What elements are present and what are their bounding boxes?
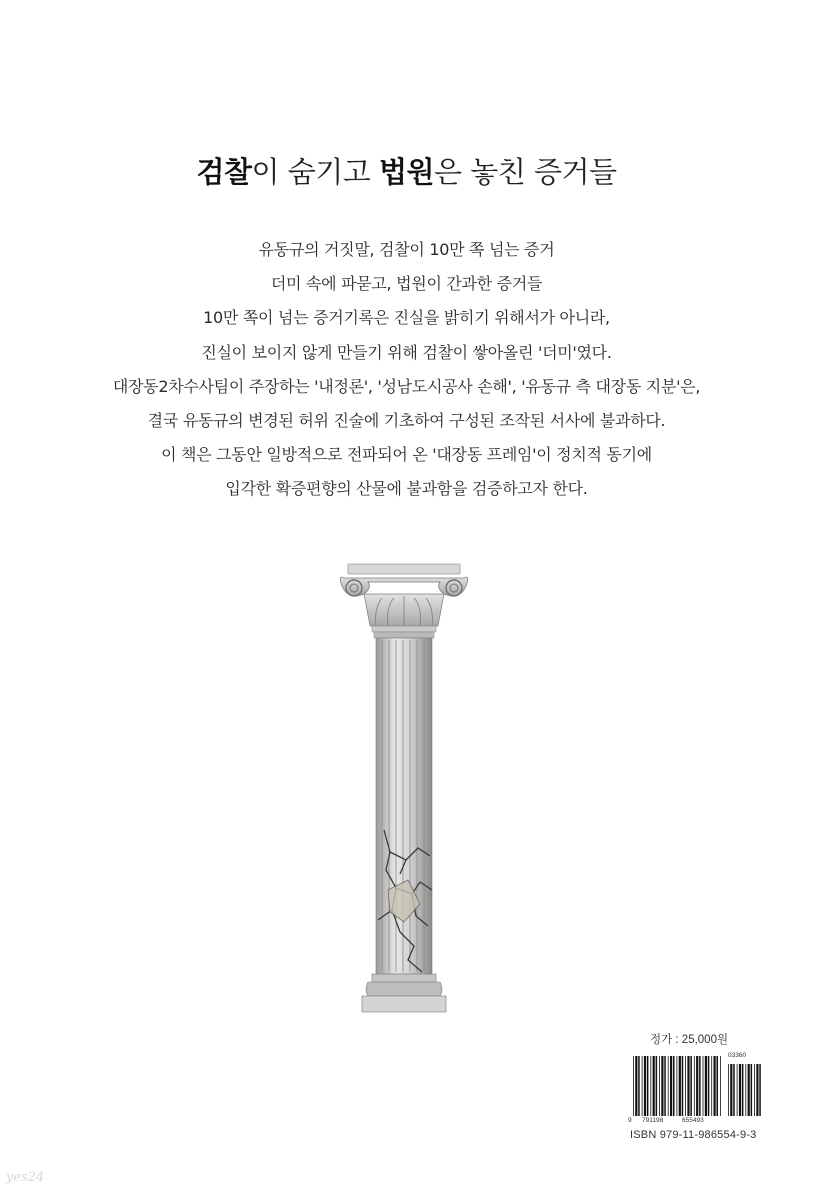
headline-bold-2: 법원 [378,155,435,189]
barcode-digit-group: 9 [628,1117,632,1124]
barcode-bar [635,1056,637,1116]
barcode-bar [699,1056,701,1116]
store-watermark: yes24 [6,1170,45,1185]
barcode-bar [730,1064,732,1116]
barcode-bar [690,1056,692,1116]
barcode-bar [638,1056,640,1116]
barcode-bar [759,1064,761,1116]
barcode-bar [733,1064,735,1116]
price-label: 정가 : 25,000원 [650,1034,729,1046]
barcode-bar [642,1056,643,1116]
barcode-bar [682,1056,684,1116]
barcode-bar [650,1056,651,1116]
synopsis-line: 10만 쪽이 넘는 증거기록은 진실을 밝히기 위해서가 아니라, [203,308,610,328]
synopsis-line: 유동규의 거짓말, 검찰이 10만 쪽 넘는 증거 [258,240,555,259]
synopsis-line: 이 책은 그동안 일방적으로 전파되어 온 '대장동 프레임'이 정치적 동기에 [161,445,652,465]
barcode-bar [694,1056,695,1116]
barcode-bar [714,1056,716,1116]
barcode-bar [656,1056,658,1116]
barcode-bar [687,1056,689,1116]
barcode-bar [711,1056,712,1116]
barcode-bar [754,1064,755,1116]
barcode-bar [720,1056,721,1116]
barcode-bar [717,1056,719,1116]
barcode-digit-group: 791198 [642,1117,664,1124]
barcode-bar [677,1056,678,1116]
barcode-bar [668,1056,669,1116]
barcode-bar [659,1056,660,1116]
synopsis-line: 더미 속에 파묻고, 법원이 간과한 증거들 [270,274,543,294]
barcode-bar [696,1056,698,1116]
barcode-bar [644,1056,646,1116]
barcode-bar [742,1064,744,1116]
synopsis-line: 대장동2차수사팀이 주장하는 '내정론', '성남도시공사 손해', '유동규 측 대장동 지분'은, [112,376,701,396]
barcode-bar [705,1056,707,1116]
barcode-bar [653,1056,655,1116]
broken-ionic-column-icon [334,560,474,1020]
synopsis [40,233,773,507]
barcode-bar [670,1056,672,1116]
barcode-bar [679,1056,681,1116]
barcode-bar [745,1064,746,1116]
synopsis-line: 입각한 확증편향의 산물에 불과함을 검증하고자 한다. [225,479,588,499]
headline-text-2: 은 놓친 증거들 [434,155,617,189]
barcode-bar [633,1056,634,1116]
barcode-bar [703,1056,704,1116]
headline-bold-1: 검찰 [196,155,252,189]
headline-text-1: 이 숨기고 [251,155,379,189]
barcode-digit-group: 655493 [682,1117,704,1124]
barcode-bar [647,1056,649,1116]
barcode-bar [737,1064,738,1116]
barcode-bar [748,1064,750,1116]
isbn-text: ISBN 979-11-986554-9-3 [630,1129,757,1141]
barcode-bar [664,1056,666,1116]
addon-code: 03360 [728,1052,747,1059]
synopsis-line: 결국 유동규의 변경된 허위 진술에 기초하여 구성된 조작된 서사에 불과하다. [147,410,666,430]
barcode-bar [756,1064,758,1116]
barcode-bar [708,1056,710,1116]
synopsis-line: 진실이 보이지 않게 만들기 위해 검찰이 쌓아올린 '더미'였다. [201,342,612,362]
barcode-bar [685,1056,686,1116]
barcode-bar [728,1064,729,1116]
barcode-bar [673,1056,675,1116]
barcode-bar [751,1064,753,1116]
barcode-bar [739,1064,741,1116]
barcode-bar [661,1056,663,1116]
headline [0,150,813,191]
